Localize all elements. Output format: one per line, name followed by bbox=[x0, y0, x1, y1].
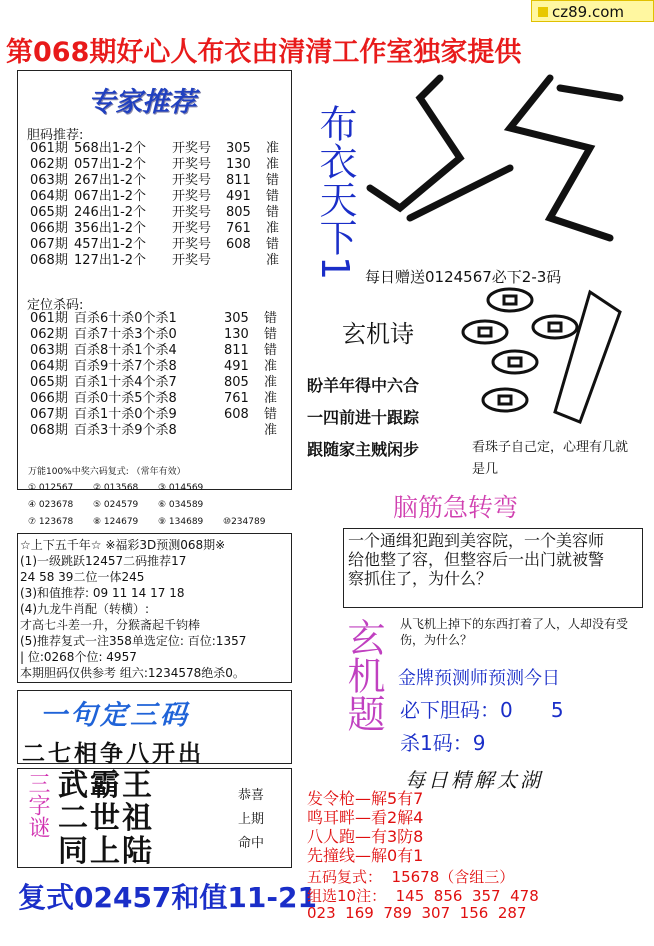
draw-number: 608 bbox=[226, 237, 251, 252]
result: 错 bbox=[266, 173, 280, 188]
draw-number: 130 bbox=[226, 157, 251, 172]
kill-row bbox=[30, 423, 284, 439]
draw-number: 491 bbox=[224, 359, 249, 374]
period: 063期 bbox=[30, 343, 68, 358]
pick: 246出1-2个 bbox=[74, 205, 147, 220]
forecast-line: (1)一级跳跃12457二码推荐17 bbox=[20, 554, 187, 568]
result: 准 bbox=[264, 423, 278, 438]
period: 064期 bbox=[30, 359, 68, 374]
coins-illustration bbox=[460, 282, 630, 432]
combo-rows bbox=[28, 480, 288, 531]
period: 065期 bbox=[30, 375, 68, 390]
dan-rows bbox=[30, 141, 286, 269]
congrats-word: 命中 bbox=[238, 836, 265, 851]
kill-row bbox=[30, 311, 284, 327]
kill-pick: 百杀3十杀9个杀8 bbox=[74, 423, 177, 438]
pick: 457出1-2个 bbox=[74, 237, 147, 252]
combo-item: ⑦ 123678 bbox=[28, 517, 74, 527]
one-sentence-text: 二七相争八开出 bbox=[22, 741, 204, 767]
result: 错 bbox=[264, 327, 278, 342]
dan-row bbox=[30, 237, 286, 253]
riddle-word: 二世祖 bbox=[58, 801, 154, 836]
period: 066期 bbox=[30, 221, 68, 236]
congrats-word: 恭喜 bbox=[238, 788, 265, 803]
kill-pick: 百杀0十杀5个杀8 bbox=[74, 391, 177, 406]
logo-icon bbox=[538, 7, 548, 17]
result: 准 bbox=[264, 359, 278, 374]
dan-row bbox=[30, 157, 286, 173]
draw-number: 761 bbox=[224, 391, 249, 406]
combo-item: ⑨ 134689 bbox=[158, 517, 204, 527]
one-sentence-title: 一句定三码 bbox=[40, 700, 190, 731]
draw-number: 811 bbox=[224, 343, 249, 358]
coin-note: 看珠子自己定，心理有几就是几 bbox=[472, 440, 629, 477]
period: 068期 bbox=[30, 253, 68, 268]
result: 错 bbox=[264, 311, 278, 326]
brain-text: 一个通缉犯跑到美容院，一个美容师给他整了容，但整容后一出门就被警察抓住了，为什么？ bbox=[348, 531, 605, 588]
brain-title: 脑筋急转弯 bbox=[393, 493, 519, 522]
kill-row bbox=[30, 375, 284, 391]
poem-line: 盼羊年得中六合 bbox=[307, 376, 420, 395]
kill-rows bbox=[30, 311, 284, 439]
dan-label: 胆码推荐: bbox=[27, 128, 84, 143]
forecast-line: ☆上下五千年☆ ※福彩3D预测068期※ bbox=[20, 538, 226, 552]
taihu-line: 先撞线—解0有1 bbox=[307, 846, 424, 865]
riddle-word: 同上陆 bbox=[58, 834, 154, 869]
taihu-title: 每日精解太湖 bbox=[405, 768, 543, 792]
poem-line: 跟随家主贼闲步 bbox=[307, 440, 420, 459]
dan-row bbox=[30, 173, 286, 189]
draw-number: 761 bbox=[226, 221, 251, 236]
congrats-word: 上期 bbox=[238, 812, 265, 827]
taihu-fushi: 五码复式： 15678（含组三） bbox=[307, 868, 515, 886]
dan-row bbox=[30, 189, 286, 205]
period: 061期 bbox=[30, 311, 68, 326]
draw-number: 811 bbox=[226, 173, 251, 188]
draw-label: 开奖号 bbox=[172, 141, 212, 156]
pick: 356出1-2个 bbox=[74, 221, 147, 236]
kill-pick: 百杀8十杀1个杀4 bbox=[74, 343, 177, 358]
combo-item: ⑧ 124679 bbox=[93, 517, 139, 527]
forecast-lines bbox=[20, 537, 246, 681]
draw-number: 130 bbox=[224, 327, 249, 342]
combo-item: ② 013568 bbox=[93, 483, 139, 493]
draw-number: 805 bbox=[226, 205, 251, 220]
combo-item: ⑤ 024579 bbox=[93, 500, 139, 510]
pick: 057出1-2个 bbox=[74, 157, 147, 172]
period: 067期 bbox=[30, 407, 68, 422]
forecast-line: | 位:0268个位: 4957 bbox=[20, 650, 137, 664]
draw-label: 开奖号 bbox=[172, 205, 212, 220]
combo-row bbox=[28, 514, 288, 531]
draw-label: 开奖号 bbox=[172, 253, 212, 268]
draw-label: 开奖号 bbox=[172, 189, 212, 204]
kill-pick: 百杀7十杀3个杀0 bbox=[74, 327, 177, 342]
draw-number: 305 bbox=[224, 311, 249, 326]
result: 准 bbox=[264, 391, 278, 406]
riddle-word: 武霸王 bbox=[58, 768, 154, 803]
draw-number: 608 bbox=[224, 407, 249, 422]
period: 067期 bbox=[30, 237, 68, 252]
riddle-congrats bbox=[238, 784, 264, 856]
result: 准 bbox=[264, 375, 278, 390]
result: 准 bbox=[266, 253, 280, 268]
poem-title: 玄机诗 bbox=[342, 320, 414, 348]
taihu-group2: 023 169 789 307 156 287 bbox=[307, 904, 527, 922]
combo-item: ④ 023678 bbox=[28, 500, 74, 510]
combo-item: ⑩234789 bbox=[223, 517, 266, 527]
dan-row bbox=[30, 253, 286, 269]
result: 错 bbox=[264, 407, 278, 422]
combo-row bbox=[28, 480, 288, 497]
combo-item: ③ 014569 bbox=[158, 483, 204, 493]
kill-pick: 百杀6十杀0个杀1 bbox=[74, 311, 177, 326]
draw-number: 805 bbox=[224, 375, 249, 390]
xuanji-question: 从飞机上掉下的东西打着了人，人却没有受伤，为什么？ bbox=[400, 617, 629, 647]
dan-row bbox=[30, 205, 286, 221]
result: 错 bbox=[266, 205, 280, 220]
taihu-line: 发令枪—解5有7 bbox=[307, 789, 424, 808]
kill-row bbox=[30, 327, 284, 343]
dan-row bbox=[30, 141, 286, 157]
draw-label: 开奖号 bbox=[172, 157, 212, 172]
result: 错 bbox=[266, 237, 280, 252]
gift-line: 每日赠送0124567必下2-3码 bbox=[365, 268, 562, 286]
poem-line: 一四前进十跟踪 bbox=[307, 408, 420, 427]
kill-row bbox=[30, 359, 284, 375]
headline: 第068期好心人布衣由清清工作室独家提供 bbox=[6, 37, 522, 68]
combo-row bbox=[28, 497, 288, 514]
draw-label: 开奖号 bbox=[172, 173, 212, 188]
taihu-line: 八人跑—有3防8 bbox=[307, 827, 424, 846]
forecast-line: 24 58 39二位一体245 bbox=[20, 570, 145, 584]
draw-number: 491 bbox=[226, 189, 251, 204]
kill-row bbox=[30, 343, 284, 359]
result: 准 bbox=[266, 141, 280, 156]
pick: 127出1-2个 bbox=[74, 253, 147, 268]
period: 062期 bbox=[30, 157, 68, 172]
forecast-line: (5)推荐复式一注358单选定位: 百位:1357 bbox=[20, 634, 247, 648]
forecast-line: 才高七斗差一升，分猴斋起千钧棒 bbox=[20, 618, 201, 632]
kill-pick: 百杀1十杀4个杀7 bbox=[74, 375, 177, 390]
result: 错 bbox=[264, 343, 278, 358]
forecast-line: (4)九龙牛肖配（转横）: bbox=[20, 602, 150, 616]
period: 062期 bbox=[30, 327, 68, 342]
taihu-group: 组选10注： 145 856 357 478 bbox=[307, 887, 539, 905]
riddle-words bbox=[58, 769, 154, 868]
combo-item: ① 012567 bbox=[28, 483, 74, 493]
kill-line: 杀1码：9 bbox=[400, 731, 486, 755]
taihu-lines bbox=[307, 789, 423, 865]
result: 准 bbox=[266, 157, 280, 172]
buyi-title: 布衣天下1 bbox=[313, 104, 357, 281]
dan-line: 必下胆码：0 5 bbox=[400, 698, 564, 722]
kill-row bbox=[30, 407, 284, 423]
kill-pick: 百杀1十杀0个杀9 bbox=[74, 407, 177, 422]
draw-number: 305 bbox=[226, 141, 251, 156]
draw-label: 开奖号 bbox=[172, 237, 212, 252]
poem-lines bbox=[307, 370, 419, 466]
pick: 067出1-2个 bbox=[74, 189, 147, 204]
expert-title: 专家推荐 bbox=[88, 87, 196, 118]
period: 061期 bbox=[30, 141, 68, 156]
site-badge[interactable]: cz89.com bbox=[531, 0, 654, 22]
period: 064期 bbox=[30, 189, 68, 204]
kill-label: 定位杀码: bbox=[27, 298, 84, 313]
period: 068期 bbox=[30, 423, 68, 438]
result: 准 bbox=[266, 221, 280, 236]
period: 066期 bbox=[30, 391, 68, 406]
fushi-banner: 复式02457和值11-21 bbox=[18, 881, 317, 914]
kill-pick: 百杀9十杀7个杀8 bbox=[74, 359, 177, 374]
kill-row bbox=[30, 391, 284, 407]
combo-title: 万能100%中奖六码复式: （常年有效） bbox=[28, 467, 186, 477]
taihu-line: 鸣耳畔—看2解4 bbox=[307, 808, 424, 827]
combo-item: ⑥ 034589 bbox=[158, 500, 204, 510]
dan-row bbox=[30, 221, 286, 237]
forecast-line: (3)和值推荐: 09 11 14 17 18 bbox=[20, 586, 185, 600]
period: 065期 bbox=[30, 205, 68, 220]
gold-title: 金牌预测师预测今日 bbox=[398, 668, 560, 689]
xuanji-label: 玄机题 bbox=[341, 618, 385, 732]
pick: 267出1-2个 bbox=[74, 173, 147, 188]
draw-label: 开奖号 bbox=[172, 221, 212, 236]
forecast-line: 本期胆码仅供参考 组六:1234578绝杀0。 bbox=[20, 666, 245, 680]
period: 063期 bbox=[30, 173, 68, 188]
twenty-two-glyph bbox=[360, 68, 630, 258]
riddle-label: 三字谜 bbox=[25, 772, 50, 838]
result: 错 bbox=[266, 189, 280, 204]
pick: 568出1-2个 bbox=[74, 141, 147, 156]
